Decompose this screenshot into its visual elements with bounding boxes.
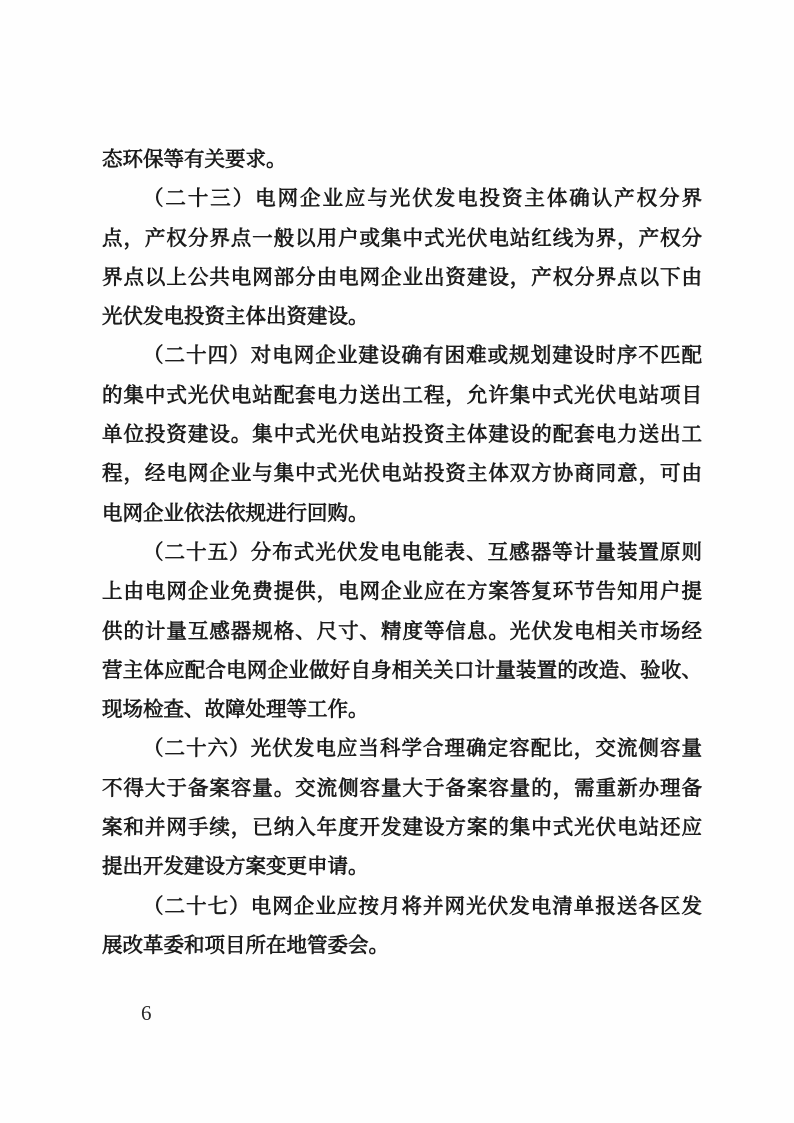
- text-line: 营主体应配合电网企业做好自身相关关口计量装置的改造、验收、: [102, 658, 702, 682]
- document-body: [102, 140, 702, 965]
- text-line: 展改革委和项目所在地管委会。: [102, 933, 389, 957]
- text-line: 提出开发建设方案变更申请。: [102, 855, 369, 879]
- text-line: 程，经电网企业与集中式光伏电站投资主体双方协商同意，可由: [102, 462, 702, 486]
- text-line: 点，产权分界点一般以用户或集中式光伏电站红线为界，产权分: [102, 226, 702, 250]
- text-line: 不得大于备案容量。交流侧容量大于备案容量的，需重新办理备: [102, 776, 702, 800]
- text-line: （二十六）光伏发电应当科学合理确定容配比，交流侧容量: [143, 737, 702, 761]
- text-line: （二十五）分布式光伏发电电能表、互感器等计量装置原则: [143, 540, 702, 564]
- text-line: 电网企业依法依规进行回购。: [102, 501, 369, 525]
- text-line: 案和并网手续，已纳入年度开发建设方案的集中式光伏电站还应: [102, 816, 702, 840]
- text-line: 的集中式光伏电站配套电力送出工程，允许集中式光伏电站项目: [102, 383, 702, 407]
- text-line: （二十三）电网企业应与光伏发电投资主体确认产权分界: [143, 187, 702, 211]
- text-line: （二十七）电网企业应按月将并网光伏发电清单报送各区发: [143, 894, 702, 918]
- page-number: 6: [141, 1001, 152, 1025]
- text-line: 上由电网企业免费提供，电网企业应在方案答复环节告知用户提: [102, 580, 702, 604]
- text-line: 现场检查、故障处理等工作。: [102, 698, 369, 722]
- text-line: 单位投资建设。集中式光伏电站投资主体建设的配套电力送出工: [102, 423, 702, 447]
- text-line: 供的计量互感器规格、尺寸、精度等信息。光伏发电相关市场经: [102, 619, 702, 643]
- text-line: 态环保等有关要求。: [102, 148, 287, 171]
- text-line: （二十四）对电网企业建设确有困难或规划建设时序不匹配: [143, 344, 702, 368]
- text-line: 界点以上公共电网部分由电网企业出资建设，产权分界点以下由: [102, 265, 702, 289]
- text-line: 光伏发电投资主体出资建设。: [102, 305, 369, 329]
